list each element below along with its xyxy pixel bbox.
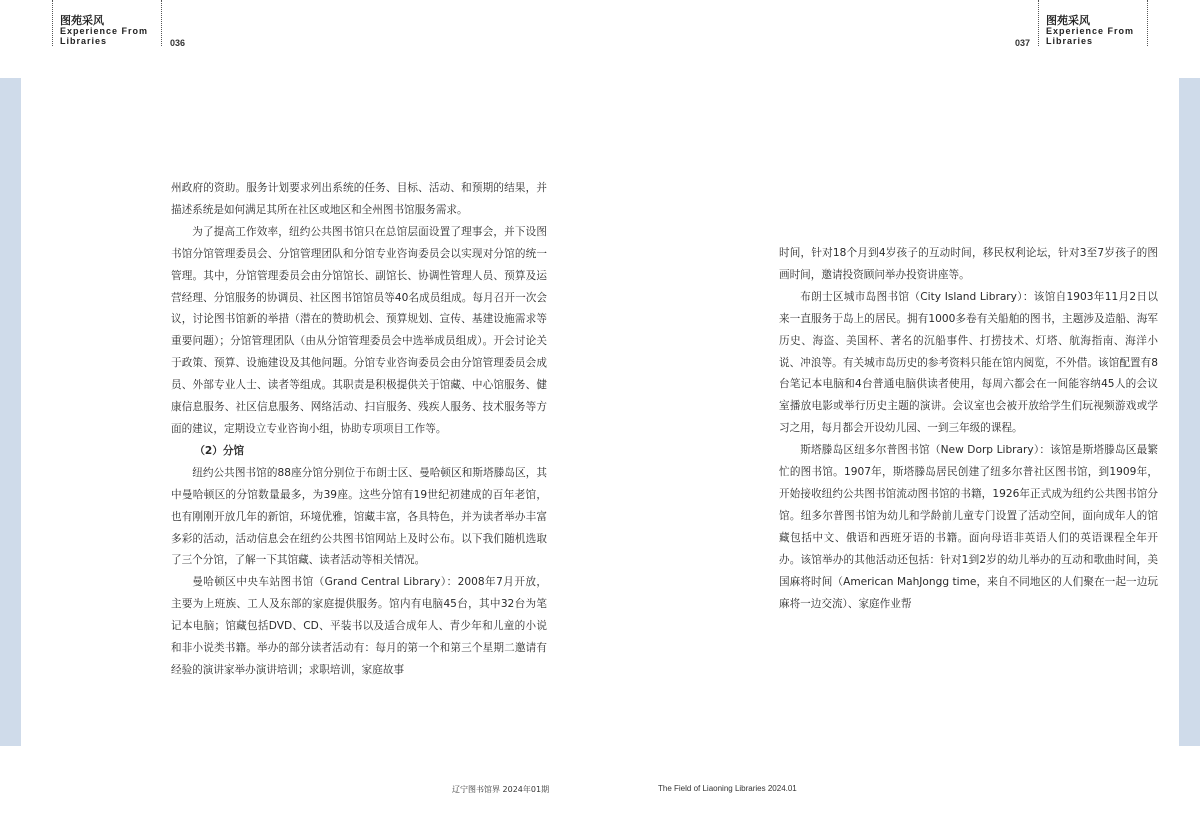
paragraph: 时间，针对18个月到4岁孩子的互动时间，移民权利论坛，针对3至7岁孩子的图画时间，邀请投资顾问举办投资讲座等。: [779, 247, 1158, 281]
column-title: 图苑采风: [60, 14, 104, 27]
footer-journal-cn: 辽宁图书馆界 2024年01期: [452, 785, 550, 794]
left-text-column: [171, 178, 547, 682]
header-divider-line: [52, 0, 53, 46]
header-divider-line: [161, 0, 162, 46]
page-number: 036: [170, 38, 186, 48]
side-band-right: [1179, 78, 1200, 746]
column-subtitle-line1: Experience From: [60, 26, 149, 36]
header-divider-line: [1147, 0, 1148, 46]
page-number: 037: [1015, 38, 1031, 48]
paragraph: 州政府的资助。服务计划要求列出系统的任务、目标、活动、和预期的结果，并描述系统是如何满足其所在社区或地区和全州图书馆服务需求。: [171, 182, 547, 216]
side-band-left: [0, 78, 21, 746]
section-heading: （2）分馆: [194, 444, 245, 457]
column-title: 图苑采风: [1046, 14, 1090, 27]
paragraph: 纽约公共图书馆的88座分馆分别位于布朗士区、曼哈顿区和斯塔滕岛区，其中曼哈顿区的分馆数量最多，为39座。这些分馆有19世纪初建成的百年老馆，也有刚刚开放几年的新馆，环境优雅，馆藏丰富，各具特色，并为读者举办丰富多彩的活动，活动信息会在纽约公共图书馆网站上及时公布。以下我们随机选取了三个分馆，了解一下其馆藏、读者活动等相关情况。: [171, 466, 547, 567]
paragraph: 曼哈顿区中央车站图书馆（Grand Central Library）：2008年7月开放，主要为上班族、工人及东部的家庭提供服务。馆内有电脑45台，其中32台为笔记本电脑；馆藏包括DVD、CD、平装书以及适合成年人、青少年和儿童的小说和非小说类书籍。举办的部分读者活动有：每月的第一个和第三个星期二邀请有经验的演讲家举办演讲培训；求职培训，家庭故事: [171, 576, 547, 676]
header-divider-line: [1038, 0, 1039, 46]
column-subtitle-line2: Libraries: [1046, 36, 1094, 46]
header-right: [600, 0, 1200, 78]
column-subtitle-line2: Libraries: [60, 36, 108, 46]
right-text-column: [779, 243, 1158, 615]
paragraph: 布朗士区城市岛图书馆（City Island Library）：该馆自1903年11月2日以来一直服务于岛上的居民。拥有1000多卷有关船舶的图书，主题涉及造船、海军历史、海盗、美国杯、著名的沉船事件、打捞技术、灯塔、航海指南、海洋小说、冲浪等。有关城市岛历史的参考资料只能在馆内阅览，不外借。该馆配置有8台笔记本电脑和4台普通电脑供读者使用，每周六都会在一间能容纳45人的会议室播放电影或举行历史主题的演讲。会议室也会被开放给学生们玩视频游戏或学习之用，每月都会开设幼儿园、一到三年级的课程。: [779, 290, 1158, 435]
header-left: [0, 0, 600, 78]
footer-journal-en: The Field of Liaoning Libraries 2024.01: [658, 784, 797, 793]
column-subtitle-line1: Experience From: [1046, 26, 1135, 36]
paragraph: 为了提高工作效率，纽约公共图书馆只在总馆层面设置了理事会，并下设图书馆分馆管理委员会、分馆管理团队和分馆专业咨询委员会以实现对分馆的统一管理。其中，分馆管理委员会由分馆馆长、副馆长、协调性管理人员、预算及运营经理、分馆服务的协调员、社区图书馆馆员等40名成员组成。每月召开一次会议，讨论图书馆新的举措（潜在的赞助机会、预算规划、宣传、基建设施需求等重要问题）；分馆管理团队（由从分馆管理委员会中选举成员组成）。开会讨论关于政策、预算、设施建设及其他问题。分馆专业咨询委员会由分馆管理委员会成员、外部专业人士、读者等组成。其职责是积极提供关于馆藏、中心馆服务、健康信息服务、社区信息服务、网络活动、扫盲服务、残疾人服务、技术服务等方面的建议，定期设立专业咨询小组，协助专项项目工作等。: [171, 225, 547, 435]
paragraph: 斯塔滕岛区纽多尔普图书馆（New Dorp Library）：该馆是斯塔滕岛区最繁忙的图书馆。1907年，斯塔滕岛居民创建了纽多尔普社区图书馆，到1909年，开始接收纽约公共图书馆流动图书馆的书籍，1926年正式成为纽约公共图书馆分馆。纽多尔普图书馆为幼儿和学龄前儿童专门设置了活动空间，面向成年人的馆藏包括中文、俄语和西班牙语的书籍。面向母语非英语人们的英语课程全年开办。该馆举办的其他活动还包括：针对1到2岁的幼儿举办的互动和歌曲时间，美国麻将时间（American MahJongg time，来自不同地区的人们聚在一起一边玩麻将一边交流）、家庭作业帮: [779, 444, 1158, 610]
